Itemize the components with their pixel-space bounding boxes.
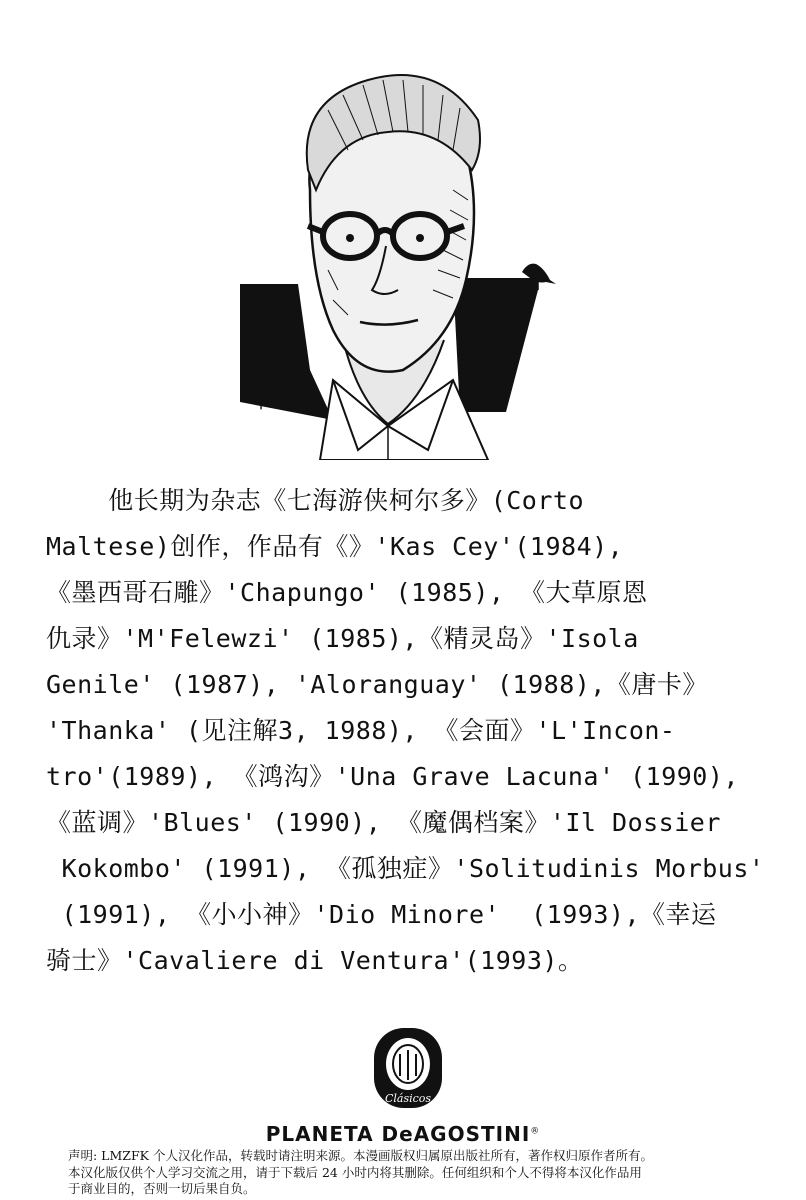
bio-line: Genile' (1987), 'Aloranguay' (1988),《唐卡》 bbox=[46, 670, 708, 699]
bio-line: 仇录》'M'Felewzi' (1985),《精灵岛》'Isola bbox=[46, 624, 639, 653]
clasicos-logo bbox=[372, 1026, 444, 1110]
disclaimer-notice bbox=[68, 1148, 768, 1198]
disclaimer-line: 于商业目的，否则一切后果自负。 bbox=[68, 1181, 256, 1196]
publisher-brand bbox=[0, 1122, 806, 1146]
bio-line: 'Thanka' (见注解3, 1988), 《会面》'L'Incon- bbox=[46, 716, 676, 745]
bio-line: 《蓝调》'Blues' (1990), 《魔偶档案》'Il Dossier bbox=[46, 808, 721, 837]
author-portrait-illustration bbox=[238, 40, 568, 460]
bio-paragraph bbox=[46, 478, 771, 984]
disclaimer-line: 声明: LMZFK 个人汉化作品，转载时请注明来源。本漫画版权归属原出版社所有，著作权归原作者所有。 bbox=[68, 1148, 653, 1163]
publisher-name: PLANETA DeAGOSTINI bbox=[265, 1122, 531, 1146]
registered-mark: ® bbox=[530, 1126, 541, 1137]
disclaimer-line: 本汉化版仅供个人学习交流之用，请于下载后 24 小时内将其删除。任何组织和个人不得将本汉化作品用 bbox=[68, 1164, 642, 1180]
bio-line: 《墨西哥石雕》'Chapungo' (1985), 《大草原恩 bbox=[46, 578, 648, 607]
bio-line: tro'(1989), 《鸿沟》'Una Grave Lacuna' (1990), bbox=[46, 762, 739, 791]
bio-line: Maltese)创作，作品有《》'Kas Cey'(1984), bbox=[46, 532, 624, 561]
clasicos-badge-text: Clásicos bbox=[384, 1092, 432, 1105]
bio-line: Kokombo' (1991), 《孤独症》'Solitudinis Morbus' bbox=[46, 854, 765, 883]
bio-line: 骑士》'Cavaliere di Ventura'(1993)。 bbox=[46, 946, 584, 975]
bio-line: (1991), 《小小神》'Dio Minore' (1993),《幸运 bbox=[46, 900, 717, 929]
artist-signature: TOPPI bbox=[255, 389, 299, 414]
bio-line: 他长期为杂志《七海游侠柯尔多》(Corto bbox=[46, 486, 585, 515]
